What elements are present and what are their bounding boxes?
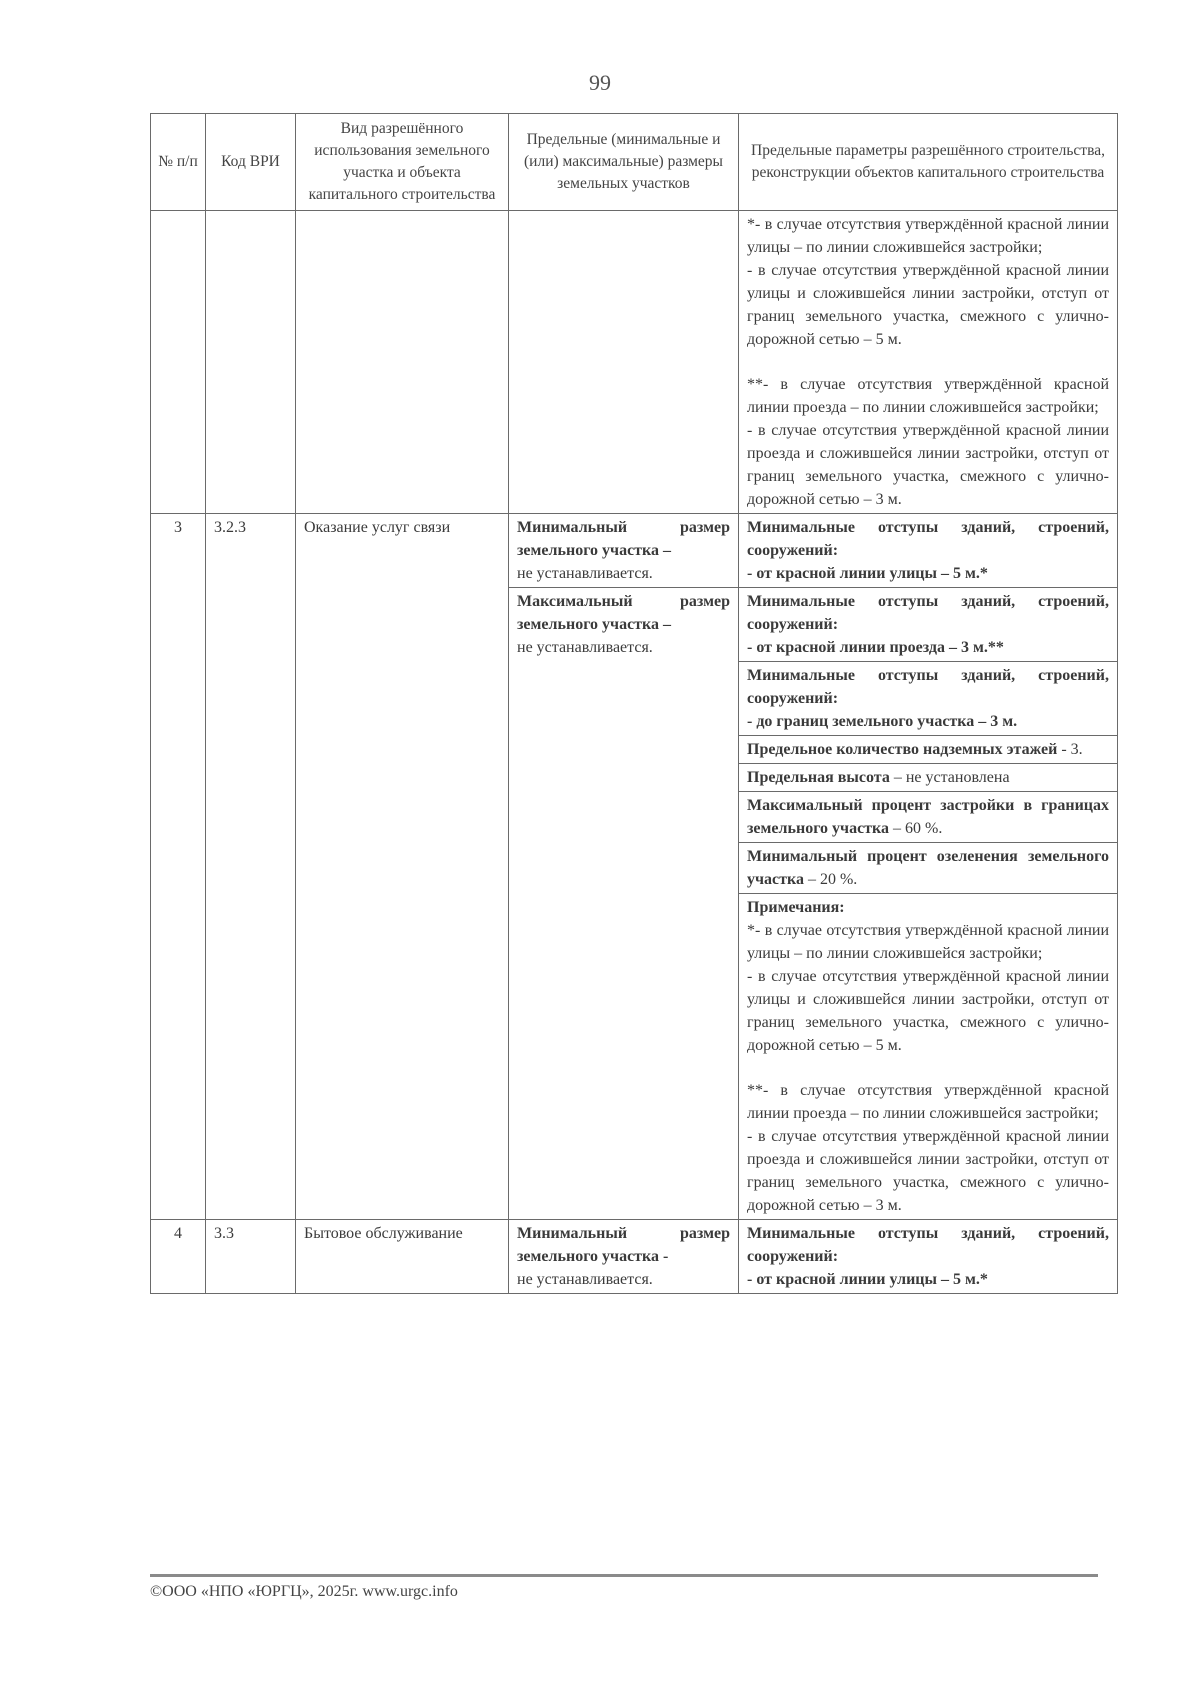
- row3-param-4-value: - 3.: [1057, 741, 1083, 758]
- row3-code: 3.2.3: [206, 514, 296, 1220]
- row4-min-size: [509, 1220, 738, 1293]
- row4-min-size-title: Минимальный размер земельного участка -: [517, 1225, 730, 1265]
- row3-param-2: [739, 588, 1117, 662]
- row3-param-2-value: - от красной линии проезда – 3 м.**: [747, 639, 1004, 656]
- cont-note-4: - в случае отсутствия утверждённой красной линии проезда и сложившейся линии застройки, отступ от границ земельного участка, смежного с улично-дорожной сетью – 3 м.: [747, 422, 1109, 508]
- row3-param-5: [739, 764, 1117, 792]
- row3-max-size-title: Максимальный размер земельного участка –: [517, 593, 730, 633]
- row3-param-6: [739, 792, 1117, 843]
- row3-param-5-title: Предельная высота: [747, 769, 890, 786]
- row3-param-3: [739, 662, 1117, 736]
- row3-num: 3: [151, 514, 206, 1220]
- header-code: Код ВРИ: [206, 114, 296, 211]
- regulations-table: [150, 113, 1118, 1294]
- footer-copyright: ©ООО «НПО «ЮРГЦ», 2025г. www.urgc.info: [150, 1583, 458, 1600]
- row3-note-3: **- в случае отсутствия утверждённой красной линии проезда – по линии сложившейся застройки;: [747, 1082, 1109, 1122]
- header-params: Предельные параметры разрешённого строительства, реконструкции объектов капитального строительства: [739, 114, 1118, 211]
- row3-param-7: [739, 843, 1117, 894]
- header-use: Вид разрешённого использования земельного участка и объекта капитального строительства: [296, 114, 509, 211]
- row3-use: Оказание услуг связи: [296, 514, 509, 1220]
- row4-num: 4: [151, 1220, 206, 1294]
- page-number: 99: [589, 70, 611, 95]
- row4-param-1-value: - от красной линии улицы – 5 м.*: [747, 1271, 988, 1288]
- row3-param-1-value: - от красной линии улицы – 5 м.*: [747, 565, 988, 582]
- row4-params-cell: [739, 1220, 1118, 1294]
- header-size: Предельные (минимальные и (или) максимальные) размеры земельных участков: [509, 114, 739, 211]
- row3-param-1: [739, 514, 1117, 588]
- table-row-3: [151, 514, 1118, 1220]
- cont-use-cell: [296, 211, 509, 514]
- row3-param-6-title: Максимальный процент застройки в границах земельного участка: [747, 797, 1109, 837]
- row3-notes: [739, 894, 1117, 1219]
- table-header-row: [151, 114, 1118, 211]
- row4-size-cell: [509, 1220, 739, 1294]
- row3-param-3-value: - до границ земельного участка – 3 м.: [747, 713, 1018, 730]
- cont-params-cell: [739, 211, 1118, 514]
- footer-divider: [150, 1574, 1098, 1577]
- row3-note-1: *- в случае отсутствия утверждённой красной линии улицы – по линии сложившейся застройки;: [747, 922, 1109, 962]
- row3-note-2: - в случае отсутствия утверждённой красной линии улицы и сложившейся линии застройки, отступ от границ земельного участка, смежного с улично-дорожной сетью – 5 м.: [747, 968, 1109, 1054]
- row3-param-1-title: Минимальные отступы зданий, строений, сооружений:: [747, 519, 1109, 559]
- row3-max-size-value: не устанавливается.: [517, 639, 653, 656]
- row3-min-size-value: не устанавливается.: [517, 565, 653, 582]
- row3-param-7-value: – 20 %.: [803, 871, 858, 888]
- row4-code: 3.3: [206, 1220, 296, 1294]
- row3-param-4: [739, 736, 1117, 764]
- table-row-continuation: [151, 211, 1118, 514]
- row3-params-cell: [739, 514, 1118, 1220]
- row3-param-7-title: Минимальный процент озеленения земельного участка: [747, 848, 1109, 888]
- row3-notes-title: Примечания:: [747, 899, 845, 916]
- row3-param-4-title: Предельное количество надземных этажей: [747, 741, 1058, 758]
- row3-max-size: [509, 588, 738, 661]
- header-num: № п/п: [151, 114, 206, 211]
- cont-note-1: *- в случае отсутствия утверждённой красной линии улицы – по линии сложившейся застройки;: [747, 216, 1109, 256]
- cont-num-cell: [151, 211, 206, 514]
- row3-param-6-value: – 60 %.: [889, 820, 943, 837]
- row4-param-1: [739, 1220, 1117, 1293]
- row4-param-1-title: Минимальные отступы зданий, строений, сооружений:: [747, 1225, 1109, 1265]
- row4-min-size-value: не устанавливается.: [517, 1271, 653, 1288]
- row3-param-5-value: – не установлена: [889, 769, 1010, 786]
- cont-note-2: - в случае отсутствия утверждённой красной линии улицы и сложившейся линии застройки, отступ от границ земельного участка, смежного с улично-дорожной сетью – 5 м.: [747, 262, 1109, 348]
- cont-size-cell: [509, 211, 739, 514]
- cont-note-3: **- в случае отсутствия утверждённой красной линии проезда – по линии сложившейся застройки;: [747, 376, 1109, 416]
- row3-min-size-title: Минимальный размер земельного участка –: [517, 519, 730, 559]
- cont-code-cell: [206, 211, 296, 514]
- row3-min-size: [509, 514, 738, 588]
- table-row-4: [151, 1220, 1118, 1294]
- row4-use: Бытовое обслуживание: [296, 1220, 509, 1294]
- row3-size-cell: [509, 514, 739, 1220]
- row3-param-2-title: Минимальные отступы зданий, строений, сооружений:: [747, 593, 1109, 633]
- row3-param-3-title: Минимальные отступы зданий, строений, сооружений:: [747, 667, 1109, 707]
- row3-note-4: - в случае отсутствия утверждённой красной линии проезда и сложившейся линии застройки, отступ от границ земельного участка, смежного с улично-дорожной сетью – 3 м.: [747, 1128, 1109, 1214]
